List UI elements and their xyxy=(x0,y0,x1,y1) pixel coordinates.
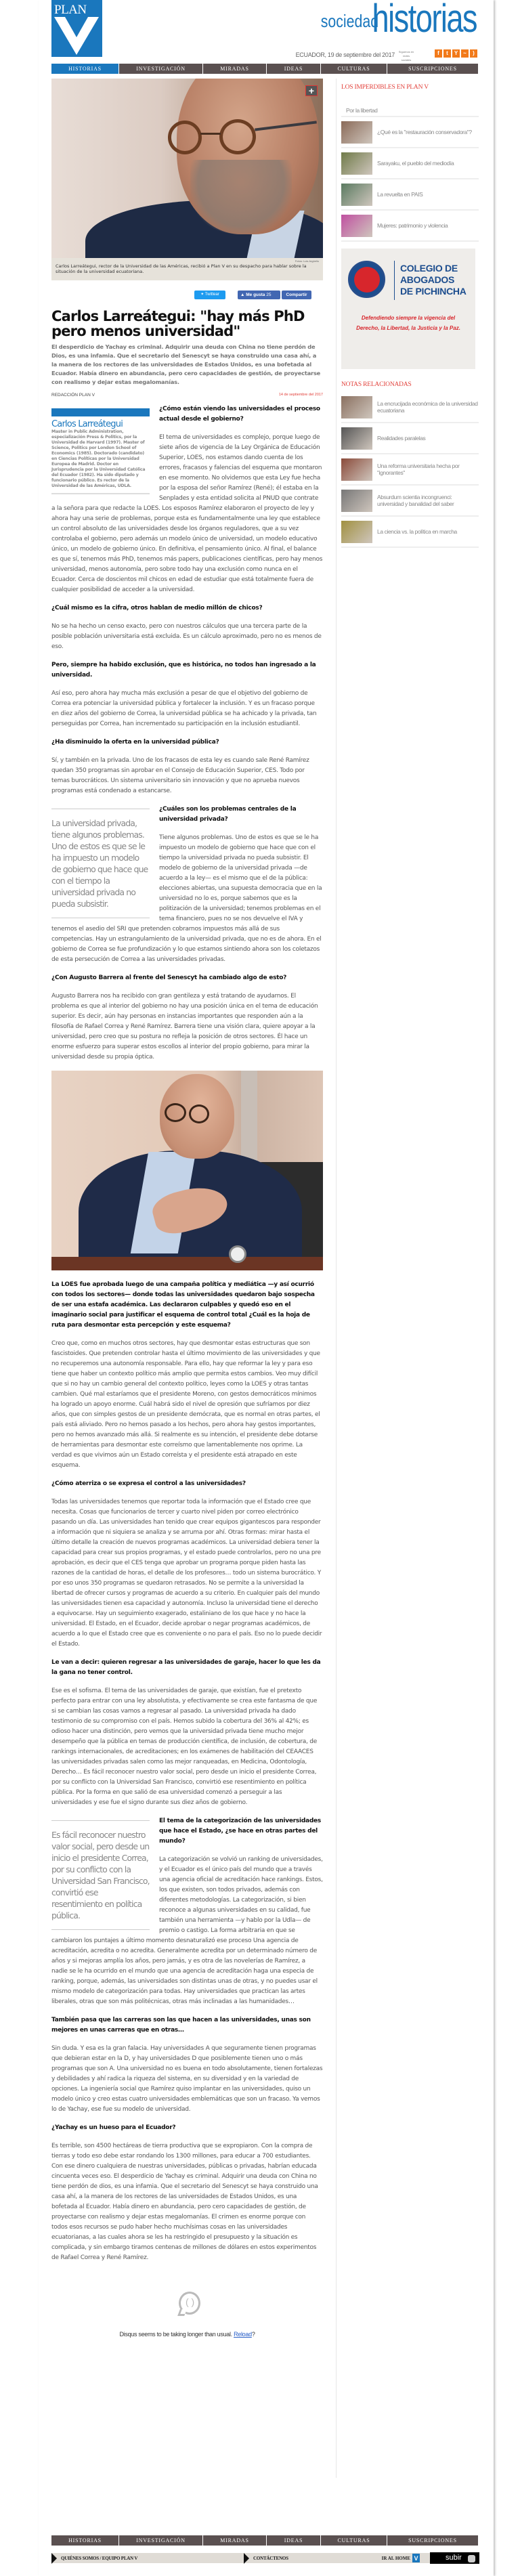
tweet-label: Twittear xyxy=(204,293,219,297)
nav-item-culturas[interactable]: CULTURAS xyxy=(321,64,387,74)
soundcloud-icon[interactable]: ~ xyxy=(461,49,469,58)
interview-answer: Sin duda. Y esa es la gran falacia. Hay universidades A que seguramente tienen programas que debieran estar en la D, y hay universidades D que posiblemente tienen uno o más programas que son A. Una universidad no es buena en todo absolutamente, tienen fortalezas y debilidades y ahí radica la riqueza del sistema, en su diversidad y en la variedad de opciones. La ingeniería social que Ramírez quiso implantar en las universidades, quiso un modelo único y creo estas cuatro universidades emblemáticas que son un fracaso. Ya vemos lo de Yachay, ese fue su modelo de universidad. xyxy=(51,2045,323,2113)
photo-credit: Fotos: Luis Argüello xyxy=(295,259,319,263)
thumbnail[interactable] xyxy=(341,152,372,175)
logo-plan-text: PLAN xyxy=(54,3,87,17)
article xyxy=(51,79,323,2349)
like-button[interactable] xyxy=(238,291,280,299)
photo-beard xyxy=(190,160,292,234)
contact-link[interactable]: CONTÁCTENOS xyxy=(253,2555,288,2561)
thumbnail[interactable] xyxy=(341,427,372,450)
chevron-up-icon[interactable] xyxy=(468,2555,475,2562)
comments-section xyxy=(51,2271,323,2349)
item-title[interactable]: Absurdum scientia incongruenci: universidad y banalidad del saber xyxy=(377,494,454,507)
like-label: Me gusta xyxy=(246,293,265,297)
interview-answer: Sí, y también en la privada. Uno de los fracasos de esta ley es cuando sale René Ramírez quedan 350 programas sin aprobar en el Consejo de Educación Superior, CES. Todo por temas burocráticos. Un sistema universitario sin innovación y que no aprueba nuevos programas está condenado a estancarse. xyxy=(51,757,309,794)
plan-v-mini-logo[interactable]: V xyxy=(412,2554,420,2562)
ad-divider xyxy=(394,261,395,300)
related-item[interactable] xyxy=(341,392,479,423)
footer-nav xyxy=(51,2535,478,2546)
thumbnail[interactable] xyxy=(341,396,372,418)
thumbnail[interactable] xyxy=(341,521,372,543)
thumbnail[interactable] xyxy=(341,184,372,206)
share-bar xyxy=(51,280,323,301)
article-lede: El desperdicio de Yachay es criminal. Adquirir una deuda con China no tiene perdón de Dios, es una infamia. Que el secretario del Senescyt se haya construido una casa ahí, a la manera de los rectores de las universidades de Estados Unidos, es una bofetada al Ecuador. Había dinero en abundancia, pero cero capacidades de gestión, de proyectarse con realismo y dejar estas megalomanías. xyxy=(51,343,321,385)
item-title[interactable]: Por la libertad xyxy=(346,107,378,114)
page xyxy=(39,0,494,2576)
arrow-icon xyxy=(51,2553,57,2564)
nav-item-ideas[interactable]: IDEAS xyxy=(267,64,321,74)
photo-caption xyxy=(51,258,323,280)
item-title[interactable]: La encrucijada económica de la universidad ecuatoriana xyxy=(377,400,478,414)
interview-question: El tema de la categorización de las universidades que hace el Estado, ¿se hace en otras partes del mundo? xyxy=(159,1818,321,1845)
interview-answer: Augusto Barrera nos ha recibido con gran gentileza y está tratando de ayudarnos. El problema es que al interior del gobierno no hay una posición única en el tema de educación superior. Es decir, aún hay personas en instancias importantes que responden aún a la filosofía de Rafael Correa y René Ramírez. Barrera tiene una visión clara, quiere apoyar a la universidad, pero creo que su postura no refleja la posición de otros sectores. Él hace un enorme esfuerzo para superar estos escollos al interior del propio gobierno, para mirar la universidad desde su propia óptica. xyxy=(51,993,318,1060)
article-title: Carlos Larreátegui: "hay más PhD pero menos universidad" xyxy=(51,308,305,339)
photo-bg-pole xyxy=(241,1071,257,1165)
nav-item-miradas[interactable]: MIRADAS xyxy=(203,2535,267,2546)
tweet-button[interactable] xyxy=(194,291,225,299)
thumbnail[interactable] xyxy=(341,490,372,512)
related-item[interactable] xyxy=(341,517,479,548)
pullquote: La universidad privada, tiene algunos problemas. Uno de estos es que se le ha impuesto un modelo de gobierno que hace que con el tiempo la universidad privada no pueda subsistir. xyxy=(51,809,150,918)
nav-item-historias[interactable]: HISTORIAS xyxy=(51,64,119,74)
dateline: ECUADOR, 19 de septiembre del 2017 xyxy=(295,51,395,58)
interview-question: ¿Cuáles son los problemas centrales de la universidad privada? xyxy=(159,806,297,823)
section-small: sociedad xyxy=(320,11,378,31)
interview-question: La LOES fue aprobada luego de una campaña política y mediática —y así ocurrió con todos los sectores— donde todas las universidades quedaron bajo sospecha de ser una estafa académica. Las declararon culpables y quedó eso en el imaginario social para justificar el esquema de control total ¿Cuál es la hoja de ruta para desmontar esta percepción y este esquema? xyxy=(51,1281,315,1329)
ad-org-name: COLEGIO DE ABOGADOS DE PICHINCHA xyxy=(400,263,467,297)
facebook-icon[interactable]: f xyxy=(435,49,442,58)
byline xyxy=(51,391,323,404)
interview-answer: Creo que, como en muchos otros sectores, hay que desmontar estas estructuras que son fascistoides. Que pretenden controlar hasta el último movimiento de las universidades y que no recuperemos una autonomía responsable. Para ello, hay que reformar la ley y para eso tiene que haber un contexto político más amplio que permita estos cambios. Veo muy difícil que si no hay un cambio general del contexto político, leyes como la LOES y otras tantas cambien. Qué mal estaríamos que el presidente Moreno, con gestos democráticos mínimos ha logrado un apoyo enorme. Cuál habrá sido el nivel de opresión que sufríamos por diez años, que con simples gestos de un presidente demócrata, que es normal en otras partes, el país está aliviado. Pero no hemos pasado a los hechos, pero ahora hay gestos importantes, pero no hemos avanzado más allá. Si realmente es su intención, el presidente debe dotarse de herramientas para desmontar este correísmo que lamentablemente nos oprime. La verdad es que vivimos aún un Estado correísta y el presidente está atrapado en este esquema. xyxy=(51,1340,320,1469)
photo-table xyxy=(51,1257,323,1270)
item-title[interactable]: La ciencia vs. la política en marcha xyxy=(377,528,457,535)
disqus-message xyxy=(51,2331,323,2338)
nav-item-investigacion[interactable]: INVESTIGACIÓN xyxy=(119,64,203,74)
nav-item-suscripciones[interactable]: SUSCRIPCIONES xyxy=(408,66,457,72)
interview-question: También pasa que las carreras son las que hacen a las universidades, unas son mejores en unas carreras que en otras… xyxy=(51,2017,311,2034)
interview-answer: Todas las universidades tenemos que reportar toda la información que el Estado cree que necesita. Cosas que funcionarios de tercer y cuarto nivel piden por correo electrónico pasando un día. Las universidades han tenido que crear equipos gigantescos para responder a información que ni siquiera se analiza y se arruma por ahí. Otras formas: mirar hasta el último detalle la creación de nuevos programas académicos. La universidad debiera tener la capacidad para crear sus propios programas, y el estado puede controlarlos, pero no una pre aprobación, es decir que el CES tenga que aprobar un programa porque piden hasta las razones de la cantidad de horas, el detalle de los profesores… todo un sistema burocrático. Y por eso unos 350 programas se quedaron retrasados. No se permite a la universidad la libertad de ofrecer cursos y programas de acuerdo a su criterio. En cualquier país del mundo las universidades tienen esa capacidad y autonomía. Incluso la universidad tiene el derecho a equivocarse. Hay un seguimiento exagerado, estaliniano de los que hace y no hace la universidad. El Estado, en el Ecuador, decide aprobar o negar programas académicos, de acuerdo a lo que el Estado cree que es conveniente o no para el país. Eso no lo puede decidir el Estado. xyxy=(51,1499,322,1648)
item-title[interactable]: Mujeres: patrimonio y violencia xyxy=(377,222,448,229)
interview-answer: El tema de universidades es complejo, porque luego de siete años de vigencia de la Ley Orgánica de Educación Superior, LOES, nos estamos dando cuenta de los errores, fracasos y falencias del esquema que montaron en ese momento. No olvidemos que esta Ley fue hecha por la esposa del señor Ramírez (René); él estaba en la Senplades y esta entidad solicita al PNUD que contrate a la señora para que redacte la LOES. Los esposos Ramírez elaboraron el proyecto de ley y ahora hay una serie de problemas, porque esta es fundamentalmente una ley que establece un control absoluto de las universidades desde los órganos reguladores, que a su vez controlaba el gobierno, pero además un modelo único de universidad, un modelo educativo único, un modelo de gobierno único. En definitiva, el pensamiento único. Al final, el balance es que sí, tenemos más PhD, tenemos más papers, publicaciones científicas, pero hay menos universidad, menos autonomía, pero sobre todo hay una exclusión como nunca en el Ecuador. Cerca de doscientos mil chicos en edad de estudiar que está totalmente fuera de cualquier posibilidad de acceder a la universidad. xyxy=(51,434,323,593)
like-count: 25 xyxy=(266,293,272,297)
photo-glasses-right xyxy=(219,119,256,154)
photo-glasses-bridge xyxy=(200,133,221,135)
youtube-icon[interactable]: Y xyxy=(452,49,460,58)
interview-question: ¿Cuál mismo es la cifra, otros hablan de medio millón de chicos? xyxy=(51,605,263,611)
disqus-icon-tail xyxy=(177,2309,187,2316)
column-divider xyxy=(336,79,337,2478)
interview-answer: Así eso, pero ahora hay mucha más exclusión a pesar de que el objetivo del gobierno de Correa era potenciar la universidad pública y fortalecer la inclusión. Y es un fracaso porque en diez años del gobierno de Correa, la universidad pública se ha achicado y la privada, tan perseguidas por Correa, han incrementado su participación en la inclusión estudiantil. xyxy=(51,690,317,727)
footer-links xyxy=(51,2553,478,2563)
interview-question: ¿Cómo aterriza o se expresa el control a las universidades? xyxy=(51,1480,246,1487)
imperdible-item[interactable] xyxy=(341,95,479,117)
logo-v-notch xyxy=(65,17,88,37)
hero-photo xyxy=(51,79,323,258)
interview-question: ¿Con Augusto Barrera al frente del Senescyt ha cambiado algo de esto? xyxy=(51,974,287,981)
bio-description: Master in Public Administration, especialización Press & Politics, por la Universidad de Harvard (1997). Master of Science, Politics por London School of Economics (1985). Doctorado (candidato) en Ciencias Políticas por la Universidad Europea de Madrid. Doctor en Jurisprudencia por la Universidad Católica del Ecuador (1982). Ha sido diputado y funcionario público. Es rector de la Universidad de las Américas, UDLA. xyxy=(51,429,146,488)
related-list xyxy=(341,392,479,548)
publish-date: 14 de septiembre del 2017 xyxy=(278,393,323,397)
interview-answer: Ese es el sofisma. El tema de las universidades de garaje, que existían, fue el pretexto perfecto para entrar con una ley absolutista, y efectivamente se crea este fantasma de que si se cambian las cosas vamos a regresar al pasado. La universidad privada ha dado testimonio de su compromiso con el país. Hemos subido la cobertura del 36% al 42%; es odioso hacer una distinción, pero vemos que la universidad privada tiene mucho mejor desempeño que la pública en temas de producción científica, de inclusión, de cobertura, de rankings internacionales, de acreditaciones; en los exámenes de habilitación del CEAACES las universidades privadas salen como las mejor ranqueadas, en Medicina, Odontología, Derecho… Es fácil reconocer nuestro valor social, pero desde un inicio el presidente Correa, por su conflicto con la Universidad San Francisco, convirtió ese resentimiento en política pública. Por la forma en que salió de esa universidad comenzó a perseguir a las universidades y ese fue el signo durante sus diez años de gobierno. xyxy=(51,1688,318,1806)
nav-item-miradas[interactable]: MIRADAS xyxy=(203,64,267,74)
interview-question: Le van a decir: quieren regresar a las universidades de garaje, hacer lo que les da la gana no tener control. xyxy=(51,1659,321,1676)
disqus-suffix: ? xyxy=(251,2331,255,2338)
interview-answer: Es terrible, son 4500 hectáreas de tierra productiva que se expropiaron. Con la compra de tierras y todo eso debe estar rondando los 1300 millones, para educar a 700 estudiantes. Con ese dinero cualquiera de nuestras universidades, públicas o privadas, habrían educada cincuenta veces eso. El desperdicio de Yachay es criminal. Adquirir una deuda con China no tiene perdón de dios, es una infamia. Que el secretario del Senescyt se haya construido una casa ahí, a la manera de los rectores de las universidades de Estados Unidos, es una bofetada al Ecuador. Había dinero en abundancia, pero cero capacidades de gestión, de proyectarse con realismo y dejar estas megalomanías. El crimen es enorme porque con todos esos recursos se pudo haber hecho muchísimas cosas en las universidades ecuatorianas, a las cuales ahora se les ha restringido el presupuesto y la situación es complicada, y sin embargo tiramos centenas de millones de dólares en estos experimentos de Rafael Correa y René Ramírez. xyxy=(51,2143,318,2261)
main-nav xyxy=(51,64,478,74)
pullquote: Es fácil reconocer nuestro valor social, pero desde un inicio el presidente Correa, por su conflicto con la Universidad San Francisco, convirtió ese resentimiento en política pública. xyxy=(51,1820,150,1930)
interview-question: Pero, siempre ha habido exclusión, que es histórica, no todos han ingresado a la universidad. xyxy=(51,662,316,679)
related-item[interactable] xyxy=(341,454,479,486)
item-title[interactable]: Una reforma universitaria hecha por "ignorantes" xyxy=(377,463,460,476)
about-link[interactable]: QUIÉNES SOMOS / EQUIPO PLAN V xyxy=(61,2555,138,2561)
photo-glasses-right xyxy=(189,1104,209,1123)
rss-icon[interactable]: ) xyxy=(470,49,477,58)
related-item[interactable] xyxy=(341,486,479,517)
imperdible-item[interactable] xyxy=(341,211,479,242)
nav-item-historias[interactable]: HISTORIAS xyxy=(51,2535,119,2546)
interview-question: ¿Ha disminuido la oferta en la universidad pública? xyxy=(51,739,219,746)
follow-label: Síguenos en redes sociales xyxy=(398,50,414,62)
article-body xyxy=(51,404,323,2263)
author-bio-box xyxy=(51,408,150,494)
section-title xyxy=(206,0,477,39)
item-title[interactable]: ¿Qué es la "restauración conservadora"? xyxy=(377,129,472,135)
item-title[interactable]: Sarayaku, el pueblo del mediodía xyxy=(377,160,454,167)
thumbnail[interactable] xyxy=(341,458,372,481)
nav-item-ideas[interactable]: IDEAS xyxy=(267,2535,321,2546)
imperdible-item[interactable] xyxy=(341,179,479,211)
bio-name: Carlos Larreátegui xyxy=(51,419,123,429)
photo-glasses-left xyxy=(165,1103,186,1122)
imperdible-item[interactable] xyxy=(341,148,479,179)
share-button[interactable]: Compartir xyxy=(282,291,311,299)
interview-answer: No se ha hecho un censo exacto, pero con nuestros cálculos que una tercera parte de la posible población universitaria está excluida. Es un cálculo aproximado, pero no es menos de eso. xyxy=(51,623,322,650)
author: REDACCIÓN PLAN V xyxy=(51,393,95,398)
item-title[interactable]: Realidades paralelas xyxy=(377,435,426,442)
thumbnail[interactable] xyxy=(341,121,372,144)
interview-question: ¿Cómo están viendo las universidades el proceso actual desde el gobierno? xyxy=(159,406,320,423)
interview-photo xyxy=(51,1071,323,1270)
plan-v-logo[interactable] xyxy=(51,0,102,57)
interview-answer: La categorización se volvió un ranking de universidades, y el Ecuador es el único país del mundo que a través una agencia oficial de acreditación hace rankings. Estos, los que existen, son todos privados, además con diferentes metodologías. La categorización, si bien reconoce a algunas universidades en su calidad, fue también una herramienta —y hablo por la Udla— de premio o castigo. La forma arbitraria en que se cambiaron los puntajes a último momento desnaturalizó ese proceso Una agencia de acreditación, acredita o no acredita. Generalmente acredita por un determinado número de años y si mejoras amplía los años, pero jamás, y es otra de las novelerías de Ramírez, a nadie se le ha ocurrido en el mundo que una agencia de acreditación haga una especia de ranking, porque, además, las universidades son distintas unas de otras, y no puedes usar el mismo modelo de categorización para todas. Hay universidades que practican las artes liberales, otras que son más politécnicas, otras más inclinadas a las humanidades… xyxy=(51,1856,323,2005)
arrow-icon xyxy=(244,2553,249,2564)
nav-item-culturas[interactable]: CULTURAS xyxy=(321,2535,387,2546)
ad-colegio-abogados[interactable] xyxy=(341,249,475,369)
sidebar xyxy=(341,79,479,548)
related-heading: NOTAS RELACIONADAS xyxy=(341,381,412,388)
disqus-icon-mark: ( ) xyxy=(186,2296,195,2307)
expand-photo-icon[interactable]: + xyxy=(305,85,318,96)
thumbnail[interactable] xyxy=(341,215,372,237)
colegio-seal-center xyxy=(354,267,380,293)
caption-text: Carlos Larreátegui, rector de la Universidad de las Américas, recibió a Plan V en su despacho para hablar sobre la situación de la universidad ecuatoriana. xyxy=(56,263,307,274)
thumbs-up-icon: ▲ xyxy=(240,293,246,297)
section-big: historias xyxy=(372,0,477,41)
nav-item-suscripciones[interactable]: SUSCRIPCIONES xyxy=(408,2537,457,2543)
related-item[interactable] xyxy=(341,423,479,454)
interview-answer: Tiene algunos problemas. Uno de estos es que se le ha impuesto un modelo de gobierno que hace que con el tiempo la universidad privada no pueda subsistir. El modelo de gobierno de la universidad privada —de acuerdo a la ley— es el mismo que el de la pública: elecciones abiertas, una supuesta democracia que en la universidad no lo es, porque sabemos que es la politización de la universidad; tenemos problemas en el tema financiero, pues no se nos devuelve el IVA y tenemos el asedio del SRI que pretenden cobrarnos impuestos más allá de sus competencias. Hay un estrangulamiento de la universidad privada, que no es de ahora. En el gobierno de Correa se fue profundización y lo que estamos sintiendo ahora son los coletazos de esta persecución de Correa a las universidades privadas. xyxy=(51,834,322,963)
back-to-top-label: subir xyxy=(446,2554,462,2562)
imperdibles-list xyxy=(341,95,479,242)
twitter-icon[interactable]: t xyxy=(443,49,451,58)
home-link[interactable]: IR AL HOME xyxy=(381,2556,410,2561)
twitter-icon: ✦ xyxy=(200,293,205,297)
interview-question: ¿Yachay es un hueso para el Ecuador? xyxy=(51,2124,176,2131)
imperdible-item[interactable] xyxy=(341,117,479,148)
photo-watch xyxy=(229,1245,246,1263)
imperdibles-heading: LOS IMPERDIBLES EN PLAN V xyxy=(341,84,429,91)
disqus-text: Disqus seems to be taking longer than usual. xyxy=(119,2331,232,2338)
ad-tagline: Defendiendo siempre la vigencia del Derecho, la Libertad, la Justicia y la Paz. xyxy=(356,315,460,331)
item-title[interactable]: La revuelta en PAIS xyxy=(377,191,423,198)
photo-glasses-left xyxy=(168,121,202,154)
social-links xyxy=(435,49,477,58)
bio-bar xyxy=(51,408,150,416)
disqus-reload-link[interactable]: Reload xyxy=(234,2331,252,2338)
nav-item-investigacion[interactable]: INVESTIGACIÓN xyxy=(119,2535,203,2546)
